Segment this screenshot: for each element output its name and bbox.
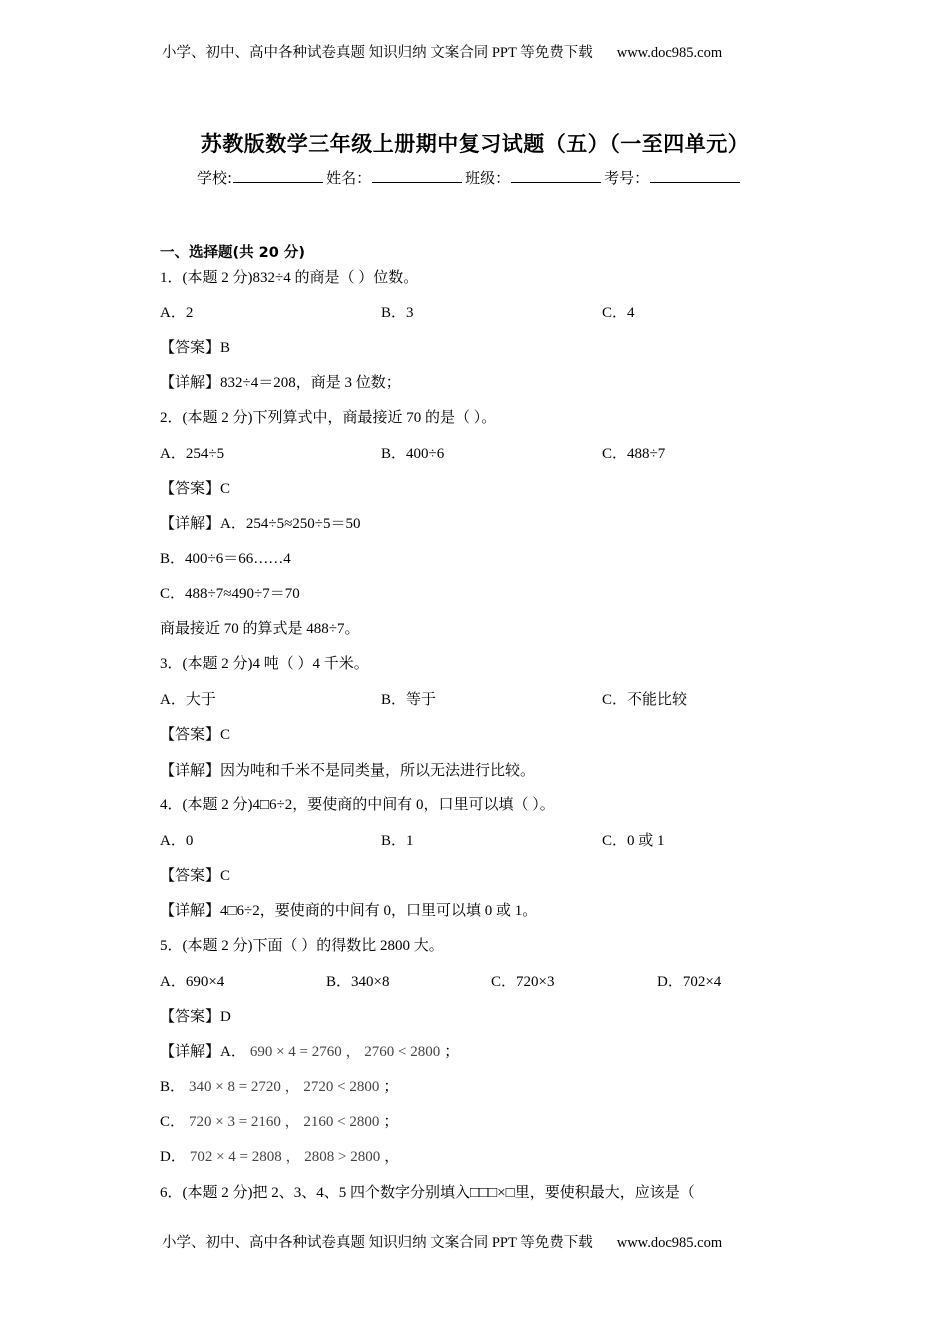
- option-c: C．720×3: [491, 974, 555, 990]
- explanation-suffix: ；: [444, 1044, 460, 1060]
- question-6-stem: 6．(本题 2 分)把 2、3、4、5 四个数字分别填入□□□×□里，要使积最大，应该是（: [160, 1185, 695, 1201]
- option-a: A．690×4: [160, 974, 225, 990]
- question-3-stem: 3．(本题 2 分)4 吨（ ）4 千米。: [160, 656, 369, 672]
- option-c: C．4: [602, 305, 635, 321]
- explanation-prefix: D．: [160, 1149, 186, 1165]
- exam-number-label: 考号：: [604, 169, 650, 187]
- question-1-stem: 1．(本题 2 分)832÷4 的商是（ ）位数。: [160, 270, 419, 286]
- option-b: B．1: [381, 833, 414, 849]
- question-2-explanation-b: B．400÷6＝66……4: [160, 551, 291, 567]
- header-url[interactable]: www.doc985.com: [616, 45, 723, 61]
- explanation-prefix: B．: [160, 1079, 186, 1095]
- option-b: B．3: [381, 305, 414, 321]
- class-label: 班级：: [465, 169, 511, 187]
- option-a: A．254÷5: [160, 446, 225, 462]
- math-formula: 720 × 3 = 2160 ， 2160 < 2800: [189, 1114, 380, 1130]
- question-5-explanation-b: [160, 1077, 398, 1097]
- option-b: B．340×8: [326, 974, 390, 990]
- question-1-explanation: 【详解】832÷4＝208，商是 3 位数；: [160, 375, 401, 391]
- question-1-answer: 【答案】B: [160, 340, 231, 356]
- explanation-prefix: 【详解】A．: [160, 1044, 246, 1060]
- footer-url[interactable]: www.doc985.com: [616, 1235, 723, 1251]
- exam-number-blank[interactable]: [650, 168, 740, 183]
- question-5-stem: 5．(本题 2 分)下面（ ）的得数比 2800 大。: [160, 938, 444, 954]
- explanation-suffix: ；: [383, 1079, 399, 1095]
- math-formula: 690 × 4 = 2760 ， 2760 < 2800: [249, 1044, 441, 1060]
- math-formula: 702 × 4 = 2808 ， 2808 > 2800: [189, 1149, 381, 1165]
- question-2-answer: 【答案】C: [160, 481, 231, 497]
- name-label: 姓名：: [326, 169, 372, 187]
- question-5-explanation-d: [160, 1147, 399, 1167]
- option-a: A．大于: [160, 692, 216, 708]
- explanation-prefix: C．: [160, 1114, 186, 1130]
- question-2-explanation-a: 【详解】A．254÷5≈250÷5＝50: [160, 516, 361, 532]
- school-blank[interactable]: [233, 168, 323, 183]
- option-c: C．0 或 1: [602, 833, 665, 849]
- section-heading: 一、选择题(共 20 分): [160, 245, 306, 261]
- math-formula: 340 × 8 = 2720 ， 2720 < 2800: [189, 1079, 380, 1095]
- explanation-suffix: ，: [384, 1149, 400, 1165]
- option-d: D．702×4: [657, 974, 722, 990]
- option-a: A．2: [160, 305, 194, 321]
- explanation-suffix: ；: [383, 1114, 399, 1130]
- name-blank[interactable]: [372, 168, 462, 183]
- question-4-explanation: 【详解】4□6÷2，要使商的中间有 0，口里可以填 0 或 1。: [160, 903, 538, 919]
- question-3-explanation: 【详解】因为吨和千米不是同类量，所以无法进行比较。: [160, 763, 536, 779]
- question-2-conclusion: 商最接近 70 的算式是 488÷7。: [160, 621, 360, 637]
- question-5-answer: 【答案】D: [160, 1009, 231, 1025]
- page-header: [162, 41, 722, 62]
- footer-text: 小学、初中、高中各种试卷真题 知识归纳 文案合同 PPT 等免费下载: [162, 1235, 593, 1251]
- option-a: A．0: [160, 833, 194, 849]
- question-2-stem: 2．(本题 2 分)下列算式中，商最接近 70 的是（ ）。: [160, 410, 497, 426]
- header-text: 小学、初中、高中各种试卷真题 知识归纳 文案合同 PPT 等免费下载: [162, 45, 593, 61]
- page-footer: [162, 1231, 722, 1252]
- question-5-explanation-a: [160, 1042, 459, 1062]
- option-b: B．400÷6: [381, 446, 445, 462]
- question-4-answer: 【答案】C: [160, 868, 231, 884]
- option-b: B．等于: [381, 692, 437, 708]
- student-info-fields: [197, 167, 743, 188]
- document-title: 苏教版数学三年级上册期中复习试题（五）（一至四单元）: [200, 132, 750, 156]
- question-3-answer: 【答案】C: [160, 727, 231, 743]
- option-c: C．不能比较: [602, 692, 688, 708]
- class-blank[interactable]: [511, 168, 601, 183]
- question-2-explanation-c: C．488÷7≈490÷7＝70: [160, 586, 300, 602]
- school-label: 学校:: [197, 169, 233, 187]
- question-4-stem: 4．(本题 2 分)4□6÷2，要使商的中间有 0，口里可以填（ ）。: [160, 797, 555, 813]
- option-c: C．488÷7: [602, 446, 666, 462]
- question-5-explanation-c: [160, 1112, 398, 1132]
